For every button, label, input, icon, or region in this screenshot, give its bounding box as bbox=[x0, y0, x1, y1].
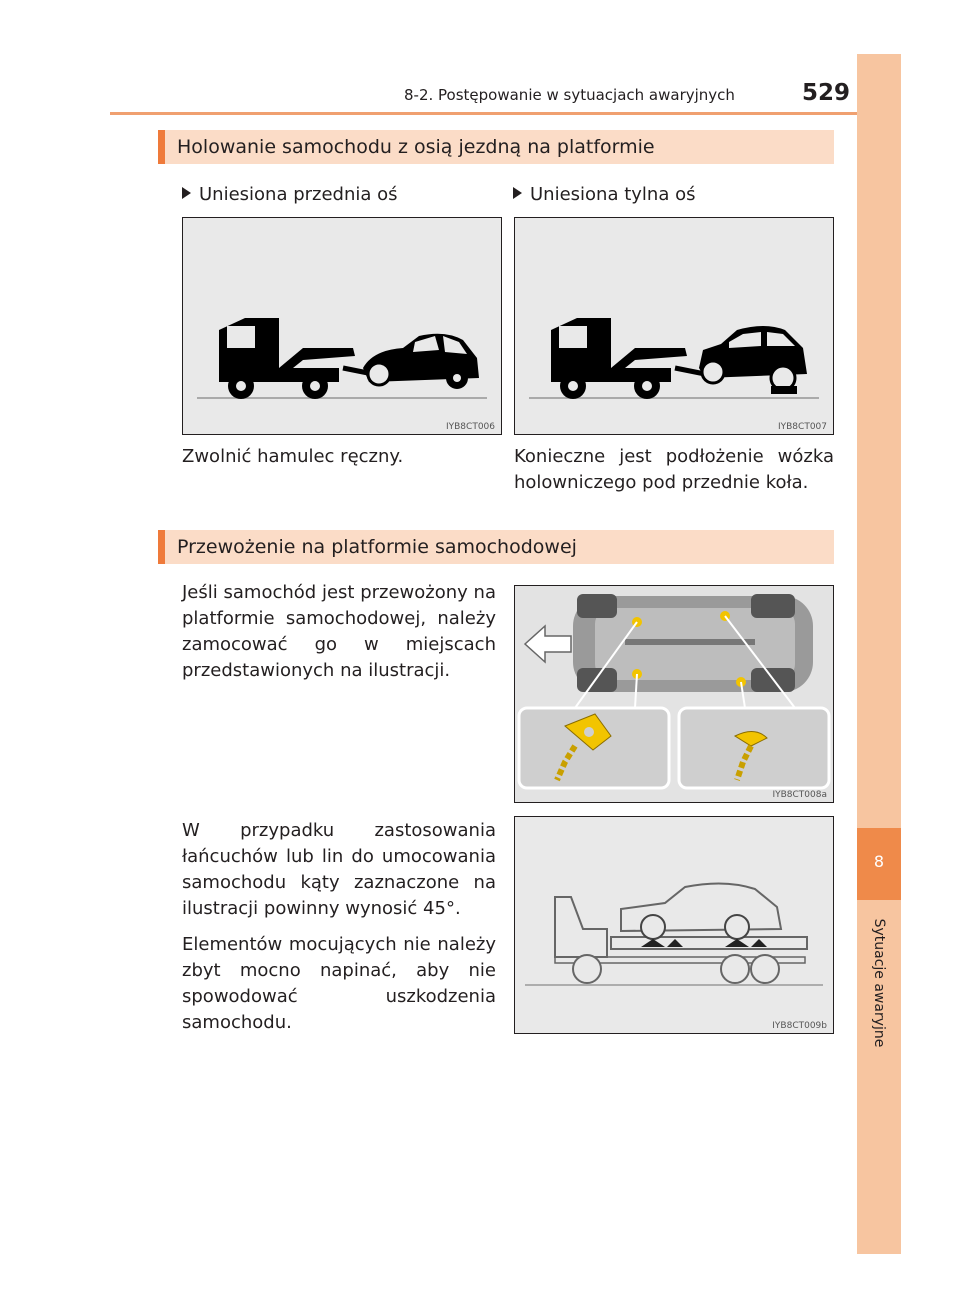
figure-tie-down-points bbox=[514, 585, 834, 803]
section-heading-towing: Holowanie samochodu z osią jezdną na platformie bbox=[158, 130, 834, 164]
bullet-triangle-icon bbox=[182, 187, 191, 199]
chapter-label: Sytuacje awaryjne bbox=[871, 918, 887, 1048]
subheading-rear-axle bbox=[513, 184, 695, 205]
bullet-triangle-icon bbox=[513, 187, 522, 199]
tow-truck-rear-illustration bbox=[515, 218, 833, 434]
chapter-side-strip bbox=[857, 54, 901, 1254]
paragraph-chain-angle: W przypadku zastosowania łańcuchów lub lin do umocowania samochodu kąty zaznaczone na ilustracji powinny wynosić 45°. bbox=[182, 820, 496, 919]
subheading-rear-axle-label: Uniesiona tylna oś bbox=[530, 184, 696, 205]
figure-code: IYB8CT008a bbox=[772, 790, 827, 800]
caption-rear-axle: Konieczne jest podłożenie wózka holowniczego pod przednie koła. bbox=[514, 446, 834, 493]
figure-tow-front-axle bbox=[182, 217, 502, 435]
tie-down-points-illustration bbox=[515, 586, 833, 802]
section-heading-platform: Przewożenie na platformie samochodowej bbox=[158, 530, 834, 564]
figure-code: IYB8CT009b bbox=[772, 1021, 827, 1031]
figure-car-on-platform bbox=[514, 816, 834, 1034]
subheading-front-axle-label: Uniesiona przednia oś bbox=[199, 184, 398, 205]
platform-truck-illustration bbox=[515, 817, 833, 1033]
running-header-section: 8-2. Postępowanie w sytuacjach awaryjnych bbox=[404, 86, 735, 104]
paragraph-do-not-overtighten: Elementów mocujących nie należy zbyt mocno napinać, aby nie spowodować uszkodzenia samochodu. bbox=[182, 934, 496, 1033]
header-rule bbox=[110, 112, 900, 115]
figure-tow-rear-axle bbox=[514, 217, 834, 435]
chapter-number: 8 bbox=[873, 852, 885, 871]
page-number: 529 bbox=[802, 80, 851, 106]
figure-code: IYB8CT007 bbox=[777, 422, 827, 432]
subheading-front-axle bbox=[182, 184, 398, 205]
caption-front-axle: Zwolnić hamulec ręczny. bbox=[182, 446, 404, 467]
figure-code: IYB8CT006 bbox=[445, 422, 495, 432]
tow-truck-front-illustration bbox=[183, 218, 501, 434]
paragraph-platform-transport: Jeśli samochód jest przewożony na platformie samochodowej, należy zamocować go w miejscach przedstawionych na ilustracji. bbox=[182, 582, 496, 681]
